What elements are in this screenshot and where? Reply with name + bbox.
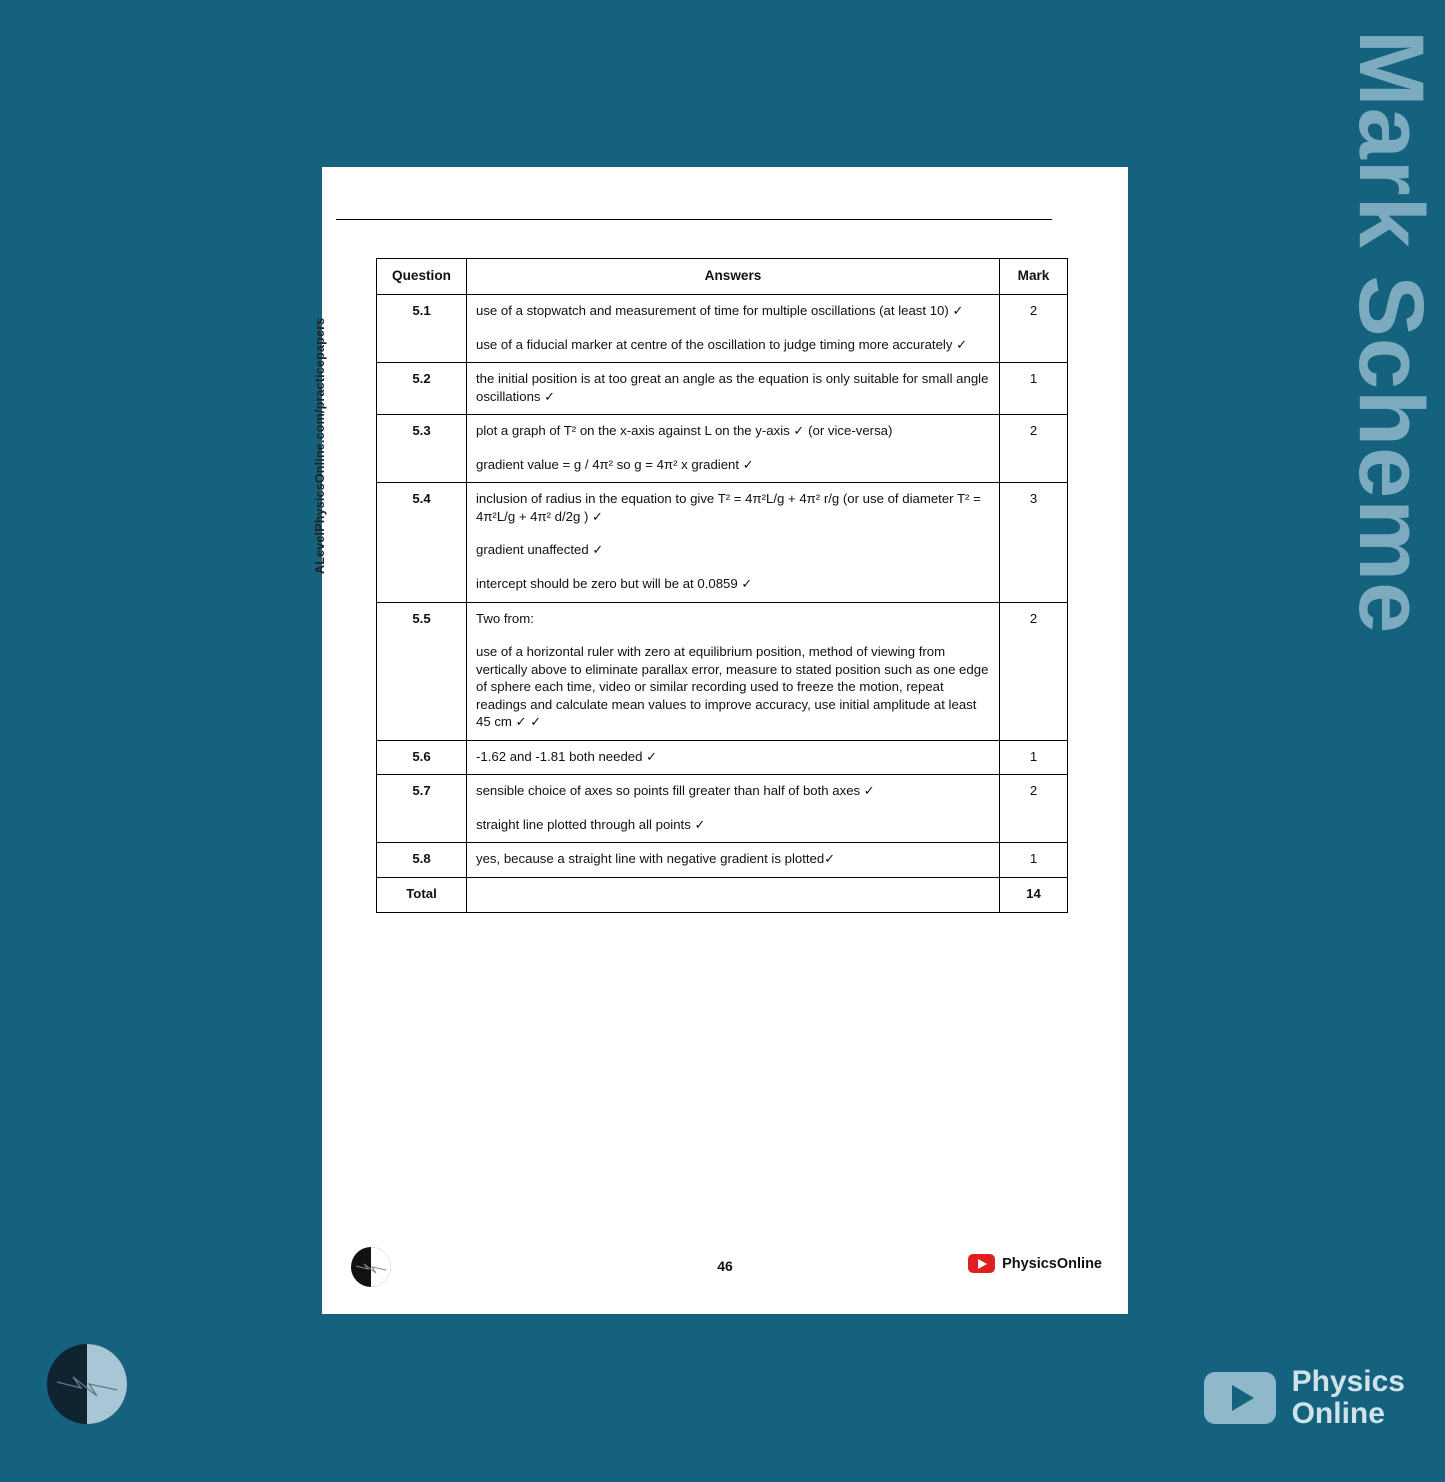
mark-value: 2: [1000, 415, 1068, 483]
answer-paragraph: intercept should be zero but will be at 0.0859 ✓: [476, 576, 753, 591]
answer-paragraph: use of a fiducial marker at centre of the oscillation to judge timing more accurately ✓: [476, 336, 968, 352]
total-label: Total: [377, 878, 467, 913]
mark-value: 1: [1000, 740, 1068, 775]
mark-value: 2: [1000, 295, 1068, 363]
answer-paragraph: sensible choice of axes so points fill greater than half of both axes ✓: [476, 783, 875, 799]
answer-paragraph: straight line plotted through all points ✓: [476, 816, 706, 832]
poster-brand: [1204, 1366, 1405, 1430]
poster-brand-line1: Physics: [1291, 1365, 1405, 1399]
column-header-question: Question: [377, 259, 467, 295]
table-header-row: [377, 259, 1068, 295]
answer-cell: [467, 415, 1000, 483]
answer-cell: [467, 775, 1000, 843]
question-number: 5.2: [377, 363, 467, 415]
answer-cell: [467, 740, 1000, 775]
column-header-answers: Answers: [467, 259, 1000, 295]
answer-paragraph: inclusion of radius in the equation to give T² = 4π²L/g + 4π² r/g (or use of diameter T² = 4π²L/g + 4π² d/2g ) ✓: [476, 491, 981, 524]
page-number: 46: [717, 1258, 733, 1274]
answer-paragraph: -1.62 and -1.81 both needed ✓: [476, 748, 658, 764]
mark-value: 1: [1000, 363, 1068, 415]
brand-circle-logo-icon: [47, 1344, 127, 1424]
page-footer: [322, 1244, 1128, 1292]
table-total-row: [377, 878, 1068, 913]
answer-cell: [467, 483, 1000, 602]
question-number: 5.5: [377, 602, 467, 740]
answer-paragraph: the initial position is at too great an angle as the equation is only suitable for small angle oscillations ✓: [476, 371, 989, 404]
table-row: [377, 295, 1068, 363]
mark-value: 2: [1000, 602, 1068, 740]
table-row: [377, 775, 1068, 843]
answer-paragraph: gradient value = g / 4π² so g = 4π² x gradient ✓: [476, 456, 754, 472]
question-number: 5.3: [377, 415, 467, 483]
youtube-icon: [968, 1254, 995, 1273]
poster-title: Mark Scheme: [1340, 30, 1442, 635]
question-number: 5.4: [377, 483, 467, 602]
mark-value: 1: [1000, 843, 1068, 878]
answer-cell: [467, 363, 1000, 415]
answer-paragraph: yes, because a straight line with negative gradient is plotted✓: [476, 851, 836, 867]
question-number: 5.1: [377, 295, 467, 363]
answer-paragraph: use of a stopwatch and measurement of time for multiple oscillations (at least 10) ✓: [476, 303, 964, 319]
poster-brand-label: [1292, 1366, 1405, 1430]
mark-value: 3: [1000, 483, 1068, 602]
table-row: [377, 363, 1068, 415]
total-answer-cell: [467, 878, 1000, 913]
table-row: [377, 483, 1068, 602]
answer-paragraph: gradient unaffected ✓: [476, 542, 604, 558]
mark-scheme-table: [376, 258, 1068, 913]
youtube-play-icon: [1204, 1372, 1276, 1424]
table-row: [377, 602, 1068, 740]
sidebar-website-url: ALevelPhysicsOnline.com/practicepapers: [313, 317, 327, 574]
answer-paragraph: use of a horizontal ruler with zero at equilibrium position, method of viewing from vertically above to eliminate parallax error, measure to stated position such as one edge of sphere each time, video or similar recording used to freeze the motion, repeat readings and calculate mean values to improve accuracy, use initial amplitude at least 45 cm ✓ ✓: [476, 644, 989, 730]
mark-value: 2: [1000, 775, 1068, 843]
header-rule: [336, 219, 1052, 220]
answer-cell: [467, 295, 1000, 363]
table-row: [377, 415, 1068, 483]
answer-paragraph: plot a graph of T² on the x-axis against L on the y-axis ✓ (or vice-versa): [476, 423, 893, 439]
answer-cell: [467, 843, 1000, 878]
answer-cell: [467, 602, 1000, 740]
table-row: [377, 843, 1068, 878]
total-mark-value: 14: [1000, 878, 1068, 913]
document-page: [313, 167, 1128, 1314]
question-number: 5.7: [377, 775, 467, 843]
footer-brand-label: PhysicsOnline: [1002, 1255, 1102, 1272]
table-row: [377, 740, 1068, 775]
question-number: 5.6: [377, 740, 467, 775]
column-header-mark: Mark: [1000, 259, 1068, 295]
footer-brand: [968, 1254, 1102, 1273]
answer-paragraph: Two from:: [476, 610, 534, 626]
question-number: 5.8: [377, 843, 467, 878]
poster-brand-line2: Online: [1291, 1397, 1385, 1431]
